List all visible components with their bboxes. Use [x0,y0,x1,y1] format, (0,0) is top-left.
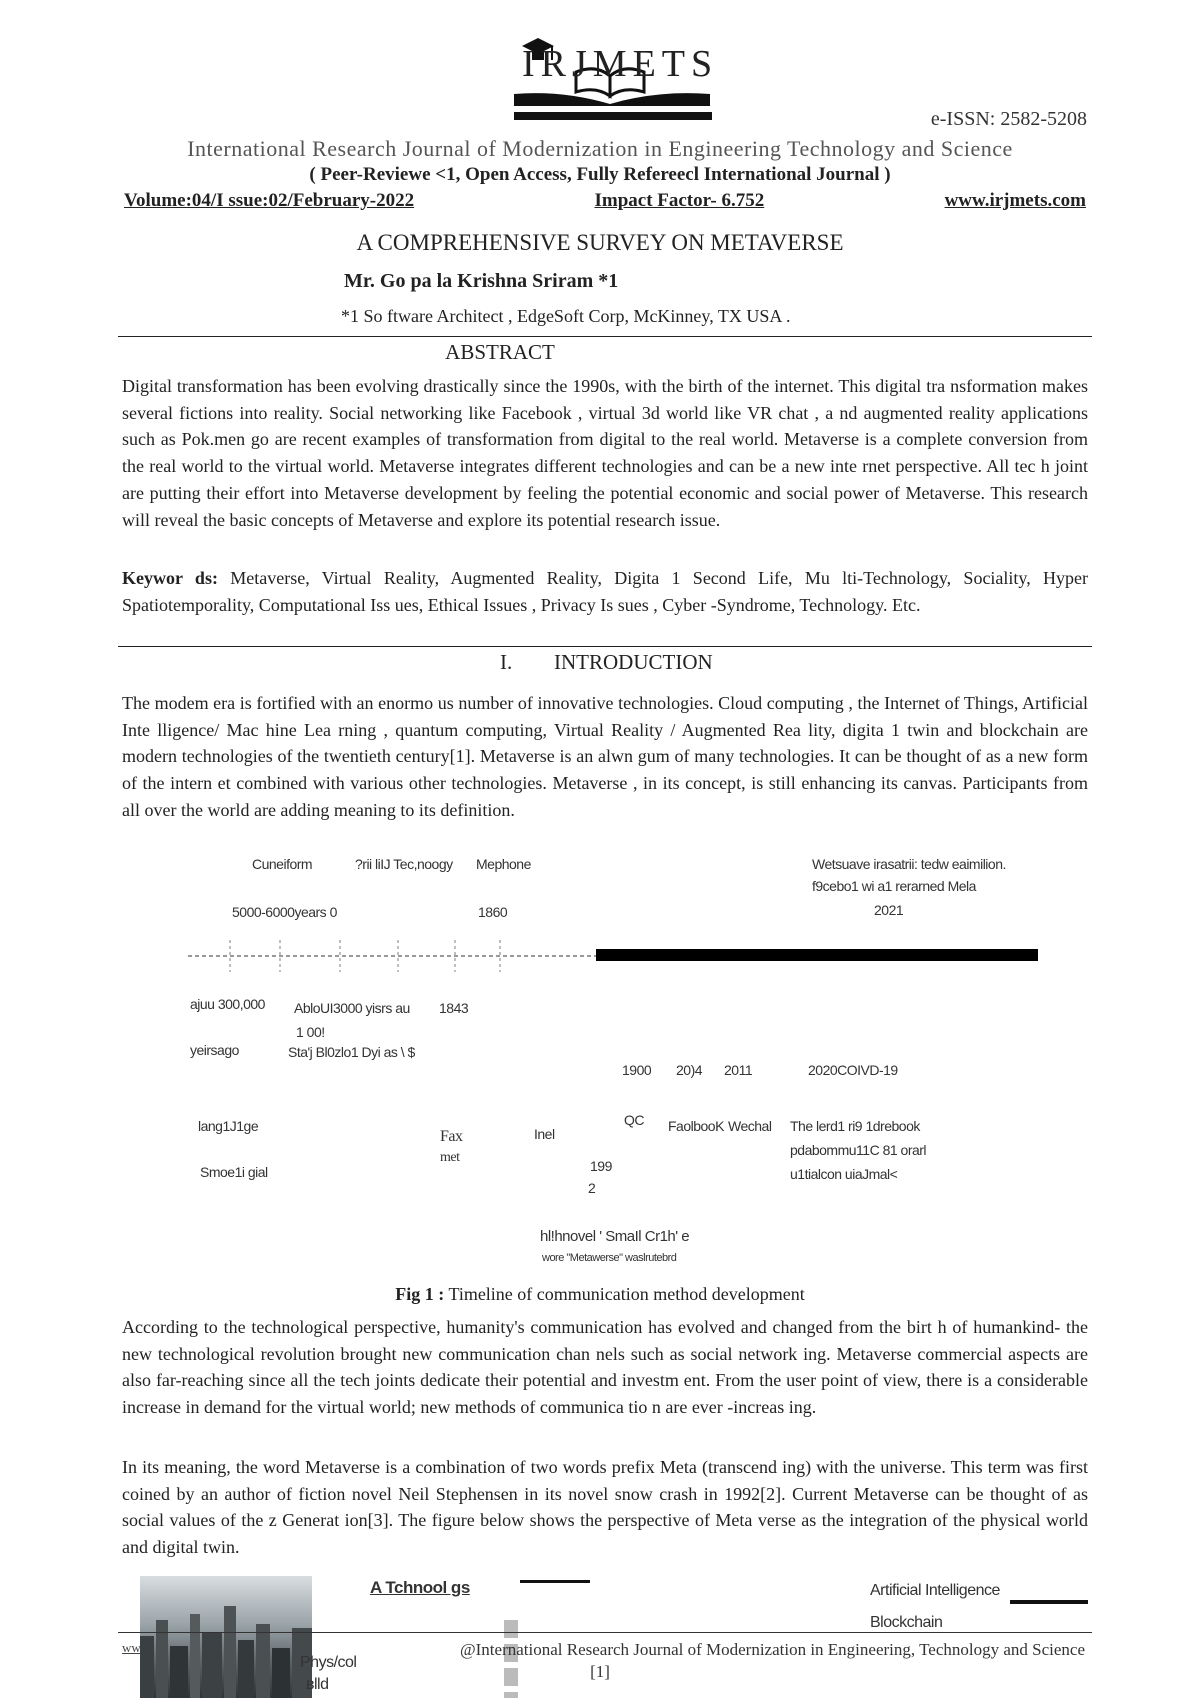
figure-caption [0,1284,1200,1305]
timeline-year: 1860 [478,904,508,920]
intro-text: The modem era is fortified with an enormo us number of innovative technologies. Cloud computing , the Internet of Things, Artificial Inte lligence/ Mac hine Lea rning , quantum computing, Virtual Reality / Augmented Rea lity, digita 1 twin and blockchain are modern technologies of the twentieth century[1]. Metaverse is an alwn gum of many technologies. It can be thought of as a new form of the intern et combined with various other technologies. Metaverse , in its concept, is still enhancing its canvas. Participants from all over the world are adding meaning to its definition. [122,693,1088,820]
journal-logo [512,20,719,120]
timeline-label: f9cebo1 wi a1 rerarned Mela [812,878,976,894]
keywords-label: Keywor ds: [122,568,218,588]
paper-title: A COMPREHENSIVE SURVEY ON METAVERSE [356,230,844,255]
timeline-year: 1900 [622,1062,652,1078]
timeline-label: Sta'j Bl0zlo1 Dyi as \ $ [288,1044,415,1060]
timeline-label: u1tialcon uiaJmal< [790,1166,898,1182]
timeline-label: Wechal [728,1118,772,1134]
footer-rule [118,1632,1092,1633]
page-number: [1] [590,1662,610,1681]
timeline-label: ajuu 300,000 [190,996,265,1012]
timeline-label: Mephone [476,856,531,872]
intro-number: I. [500,650,513,674]
timeline-year: 20)4 [676,1062,703,1078]
timeline-figure [0,848,1200,1278]
keywords [122,565,1088,618]
intro-heading: INTRODUCTION [554,650,713,674]
keywords-list: Metaverse, Virtual Reality, Augmented Reality, Digita 1 Second Life, Mu lti-Technology, Sociality, Hyper Spatiotemporality, Computational Iss ues, Ethical Issues , Privacy Is sues , Cyber -Syndrome, Technology. Etc. [122,568,1089,615]
logo-text: IRJMETS [522,43,719,85]
timeline-year: 5000-6000years 0 [232,904,337,920]
timeline-year: 1843 [439,1000,469,1016]
timeline-axis [0,848,1200,978]
timeline-year: 2020COIVD-19 [808,1062,898,1078]
affiliation: *1 So ftware Architect , EdgeSoft Corp, McKinney, TX USA . [341,306,791,326]
timeline-year: 2021 [874,902,904,918]
timeline-label: FaolbooK [668,1118,724,1134]
timeline-label: The lerd1 ri9 1drebook [790,1118,920,1134]
volume-issue: Volume:04/I ssue:02/February-2022 [124,190,415,211]
technology-label: A Tchnool gs [370,1578,470,1597]
timeline-label: yeirsago [190,1042,239,1058]
timeline-label: lang1J1ge [198,1118,259,1134]
timeline-label: QC [624,1112,644,1128]
timeline-label: 1 00! [296,1024,325,1040]
timeline-label: pdabommu11C 81 orarl [790,1142,927,1158]
abstract-text: Digital transformation has been evolving drastically since the 1990s, with the birth of the internet. This digital tra nsformation makes several fictions into reality. Social networking like Facebook , virtual 3d world like VR chat , a nd augmented reality applications such as Pok.men go are recent examples of transformation from digital to the real world. Metaverse is a complete conversion from the real world to the virtual world. Metaverse integrates different technologies and can be a new inte rnet perspective. All tec h joint are putting their effort into Metaverse development by feeling the potential economic and social power of Metaverse. This research will reveal the basic concepts of Metaverse and explore its potential research issue. [122,376,1088,530]
timeline-label: ?rii liIJ Tec,noogy [355,856,453,872]
timeline-note: hl!hnovel ' SmaIl Cr1h' e [540,1228,690,1245]
divider [118,646,1092,647]
timeline-label: AbloUI3000 yisrs au [294,1000,410,1016]
author: Mr. Go pa la Krishna Sriram *1 [344,270,619,292]
blockchain-label: Blockchain [870,1614,943,1631]
footer-website[interactable]: ww [122,1640,141,1655]
figure-caption-text: Timeline of communication method development [448,1284,805,1304]
peer-review-note: ( Peer-Reviewe <1, Open Access, Fully Refereecl International Journal ) [309,164,891,185]
connector-line [520,1580,590,1583]
timeline-year: 2 [588,1180,596,1196]
physical-world-label: вlld [306,1676,329,1693]
impact-factor: Impact Factor- 6.752 [594,190,765,211]
timeline-year: 199 [590,1158,612,1174]
timeline-label: met [440,1150,460,1165]
journal-name: International Research Journal of Modernization in Engineering Technology and Science [187,136,1013,161]
physical-world-label: Phys/col [300,1654,357,1671]
timeline-label: Smoe1i gial [200,1164,268,1180]
website-link[interactable]: www.irjmets.com [944,190,1086,211]
logo-bar [514,112,712,120]
footer-copyright: @International Research Journal of Modernization in Engineering, Technology and Science [459,1640,1085,1659]
abstract-heading: ABSTRACT [445,340,555,364]
divider [118,336,1092,337]
timeline-label: Fax [440,1128,463,1145]
issue-meta-row [124,190,1086,212]
timeline-year: 2011 [724,1062,753,1078]
body-paragraph: According to the technological perspective, humanity's communication has evolved and changed from the birt h of humankind- the new technological revolution brought new communication chan nels such as social network ing. Metaverse commercial aspects are also far-reaching since all the tech joints dedicate their potential and investm ent. From the user point of view, there is a considerable increase in demand for the virtual world; new methods of communica tio n are ever -increas ing. [122,1317,1088,1418]
issn: e-ISSN: 2582-5208 [930,108,1087,130]
connector-line [1010,1600,1088,1604]
figure-label: Fig 1 : [395,1284,445,1304]
timeline-label: Wetsuave irasatrii: tedw eaimilion. [812,856,1006,872]
timeline-label: Cuneiform [252,856,313,872]
ai-label: Artificial Intelligence [870,1582,1000,1599]
timeline-label: Inel [534,1126,555,1142]
timeline-note: wore "Metawerse" waslrutebrd [542,1252,677,1264]
body-paragraph: In its meaning, the word Metaverse is a combination of two words prefix Meta (transcend ing) with the universe. This term was first coined by an author of fiction novel Neil Stephensen in its novel snow crash in 1992[2]. Current Metaverse can be thought of as social values of the z Generat ion[3]. The figure below shows the perspective of Meta verse as the integration of the physical world and digital twin. [122,1457,1088,1558]
